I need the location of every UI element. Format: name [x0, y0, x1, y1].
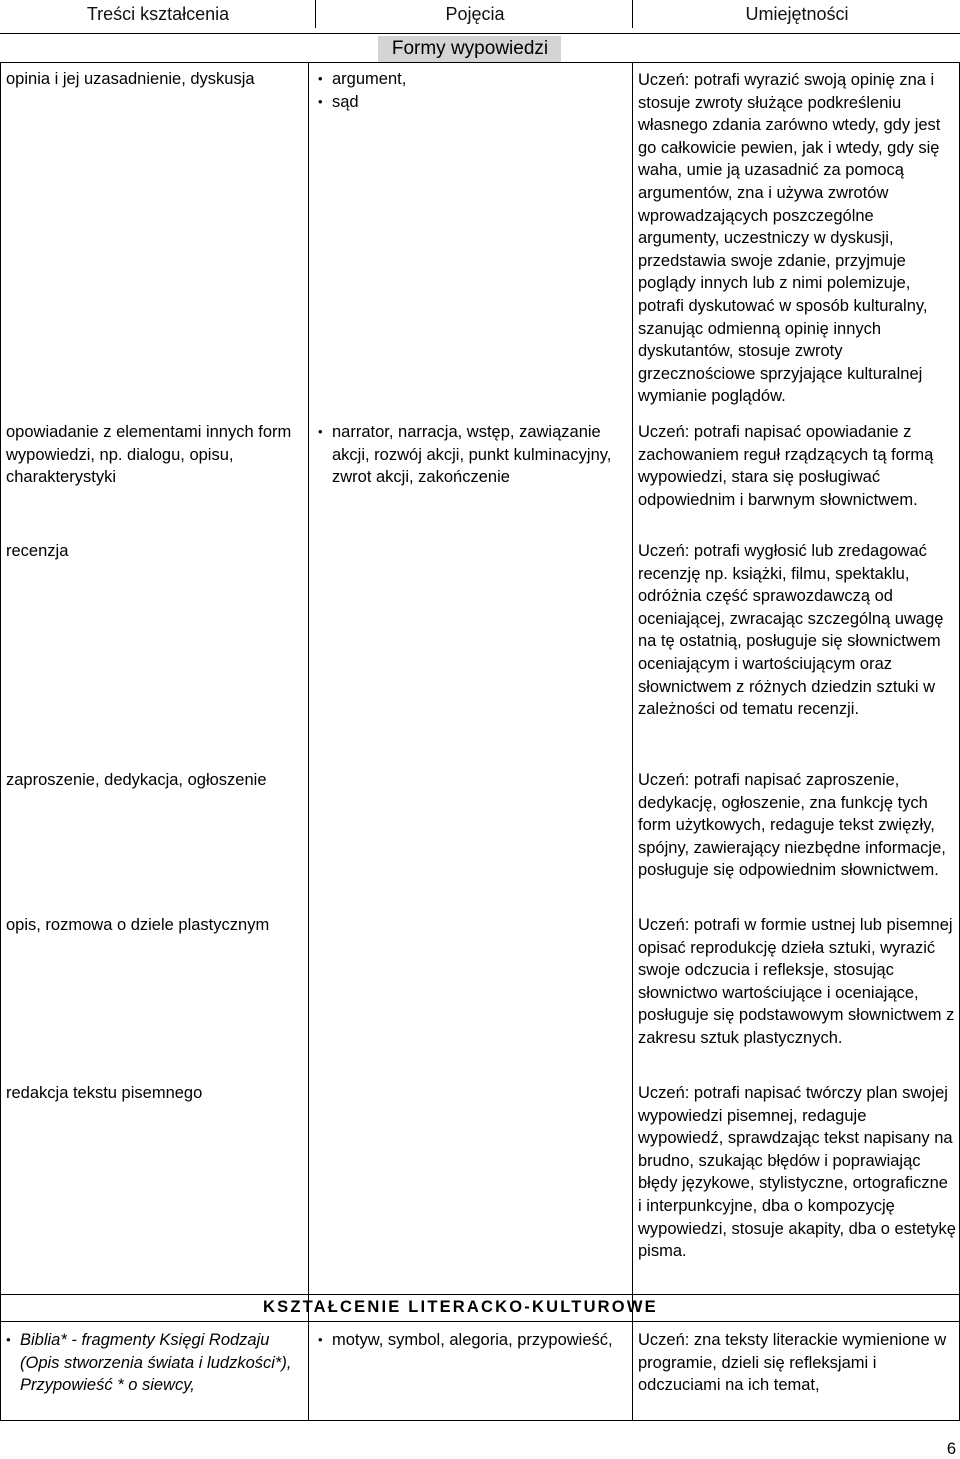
table-bottom-rule [0, 1420, 960, 1421]
header-concepts: Pojęcia [445, 4, 505, 24]
header-topics: Treści kształcenia [86, 4, 230, 24]
skills-cell: Uczeń: potrafi wygłosić lub zredagować recenzję np. książki, filmu, spektaklu, odróżnia część sprawozdawczą od oceniającej, zwracając szczególną uwagę na tę ostatnią, posługuje się słownictwem oceniającym i wartościującym oraz słownictwem z różnych dziedzin sztuki w zależności od tematu recenzji. [638, 542, 944, 719]
skills-cell: Uczeń: potrafi w formie ustnej lub pisemnej opisać reprodukcję dzieła sztuki, wyrazić swoje odczucia i refleksje, stosując słownictwo wartościujące i oceniające, posługuje się podstawowym słownictwem z zakresu sztuk plastycznych. [638, 916, 955, 1047]
skills-cell: Uczeń: zna teksty literackie wymienione w programie, dzieli się refleksjami i odczuciami na ich temat, [638, 1331, 947, 1395]
skills-cell: Uczeń: potrafi napisać twórczy plan swojej wypowiedzi pisemnej, redaguje wypowiedź, sprawdzając tekst napisany na brudno, szukając błędów i poprawiając błędy językowe, stylistyczne, ortograficzne i interpunkcyjne, dba o kompozycję wypowiedzi, stosuje akapity, dba o estetykę pisma. [638, 1084, 956, 1261]
skills-cell: Uczeń: potrafi napisać opowiadanie z zachowaniem reguł rządzących tą formą wypowiedzi, stara się posługiwać odpowiednim i barwnym słownictwem. [638, 423, 934, 509]
section-title-forms: Formy wypowiedzi [391, 38, 549, 59]
page-number: 6 [946, 1440, 956, 1458]
header-skills: Umiejętności [745, 4, 849, 24]
concept-item: • sąd [318, 91, 618, 114]
topic-cell: opowiadanie z elementami innych form wypowiedzi, np. dialogu, opisu, charakterystyki [6, 423, 292, 487]
topic-cell: opis, rozmowa o dziele plastycznym [6, 916, 270, 934]
table-left-border [0, 62, 1, 1421]
concept-list [318, 421, 628, 489]
concept-item: • narrator, narracja, wstęp, zawiązanie akcji, rozwój akcji, punkt kulminacyjny, zwrot akcji, zakończenie [318, 421, 628, 489]
topic-list [6, 1329, 304, 1397]
column-divider [308, 62, 309, 1421]
skills-cell: Uczeń: potrafi wyrazić swoją opinię zna i stosuje zwroty służące podkreśleniu własnego zdania zarówno wtedy, gdy jest go całkowicie pewien, jak i wtedy, gdy się waha, umie ją uzasadnić za pomocą argumentów, zna i używa zwrotów wprowadzających poszczególne argumenty, uczestniczy w dyskusji, przedstawia swoje zdanie, przyjmuje poglądy innych lub z nimi polemizuje, potrafi dyskutować w sposób kulturalny, szanując odmienną opinię innych dyskutantów, stosuje zwroty grzecznościowe sprzyjające kulturalnej wymianie poglądów. [638, 71, 941, 406]
topic-cell: zaproszenie, dedykacja, ogłoszenie [6, 771, 267, 789]
table-rule [0, 62, 960, 63]
header-divider [632, 0, 633, 28]
topic-cell: redakcja tekstu pisemnego [6, 1084, 203, 1102]
skills-cell: Uczeń: potrafi napisać zaproszenie, dedykację, ogłoszenie, zna funkcję tych form użytkowych, redaguje tekst zwięzły, spójny, zawierający niezbędne informacje, posługuje się odpowiednim słownictwem. [638, 771, 946, 880]
section-top-rule [0, 33, 960, 34]
topic-cell: recenzja [6, 542, 69, 560]
concept-list [318, 1329, 618, 1352]
topic-cell: opinia i jej uzasadnienie, dyskusja [6, 70, 255, 88]
concept-item: • motyw, symbol, alegoria, przypowieść, [318, 1329, 618, 1352]
column-divider [632, 62, 633, 1421]
header-divider [315, 0, 316, 28]
topic-item: • Biblia* - fragmenty Księgi Rodzaju (Opis stworzenia świata i ludzkości*), Przypowieść * o siewcy, [6, 1329, 304, 1397]
section-divider-rule [0, 1321, 960, 1322]
concept-list [318, 68, 618, 113]
section-title-literary: KSZTAŁCENIE LITERACKO-KULTUROWE [263, 1298, 658, 1316]
concept-item: • argument, [318, 68, 618, 91]
